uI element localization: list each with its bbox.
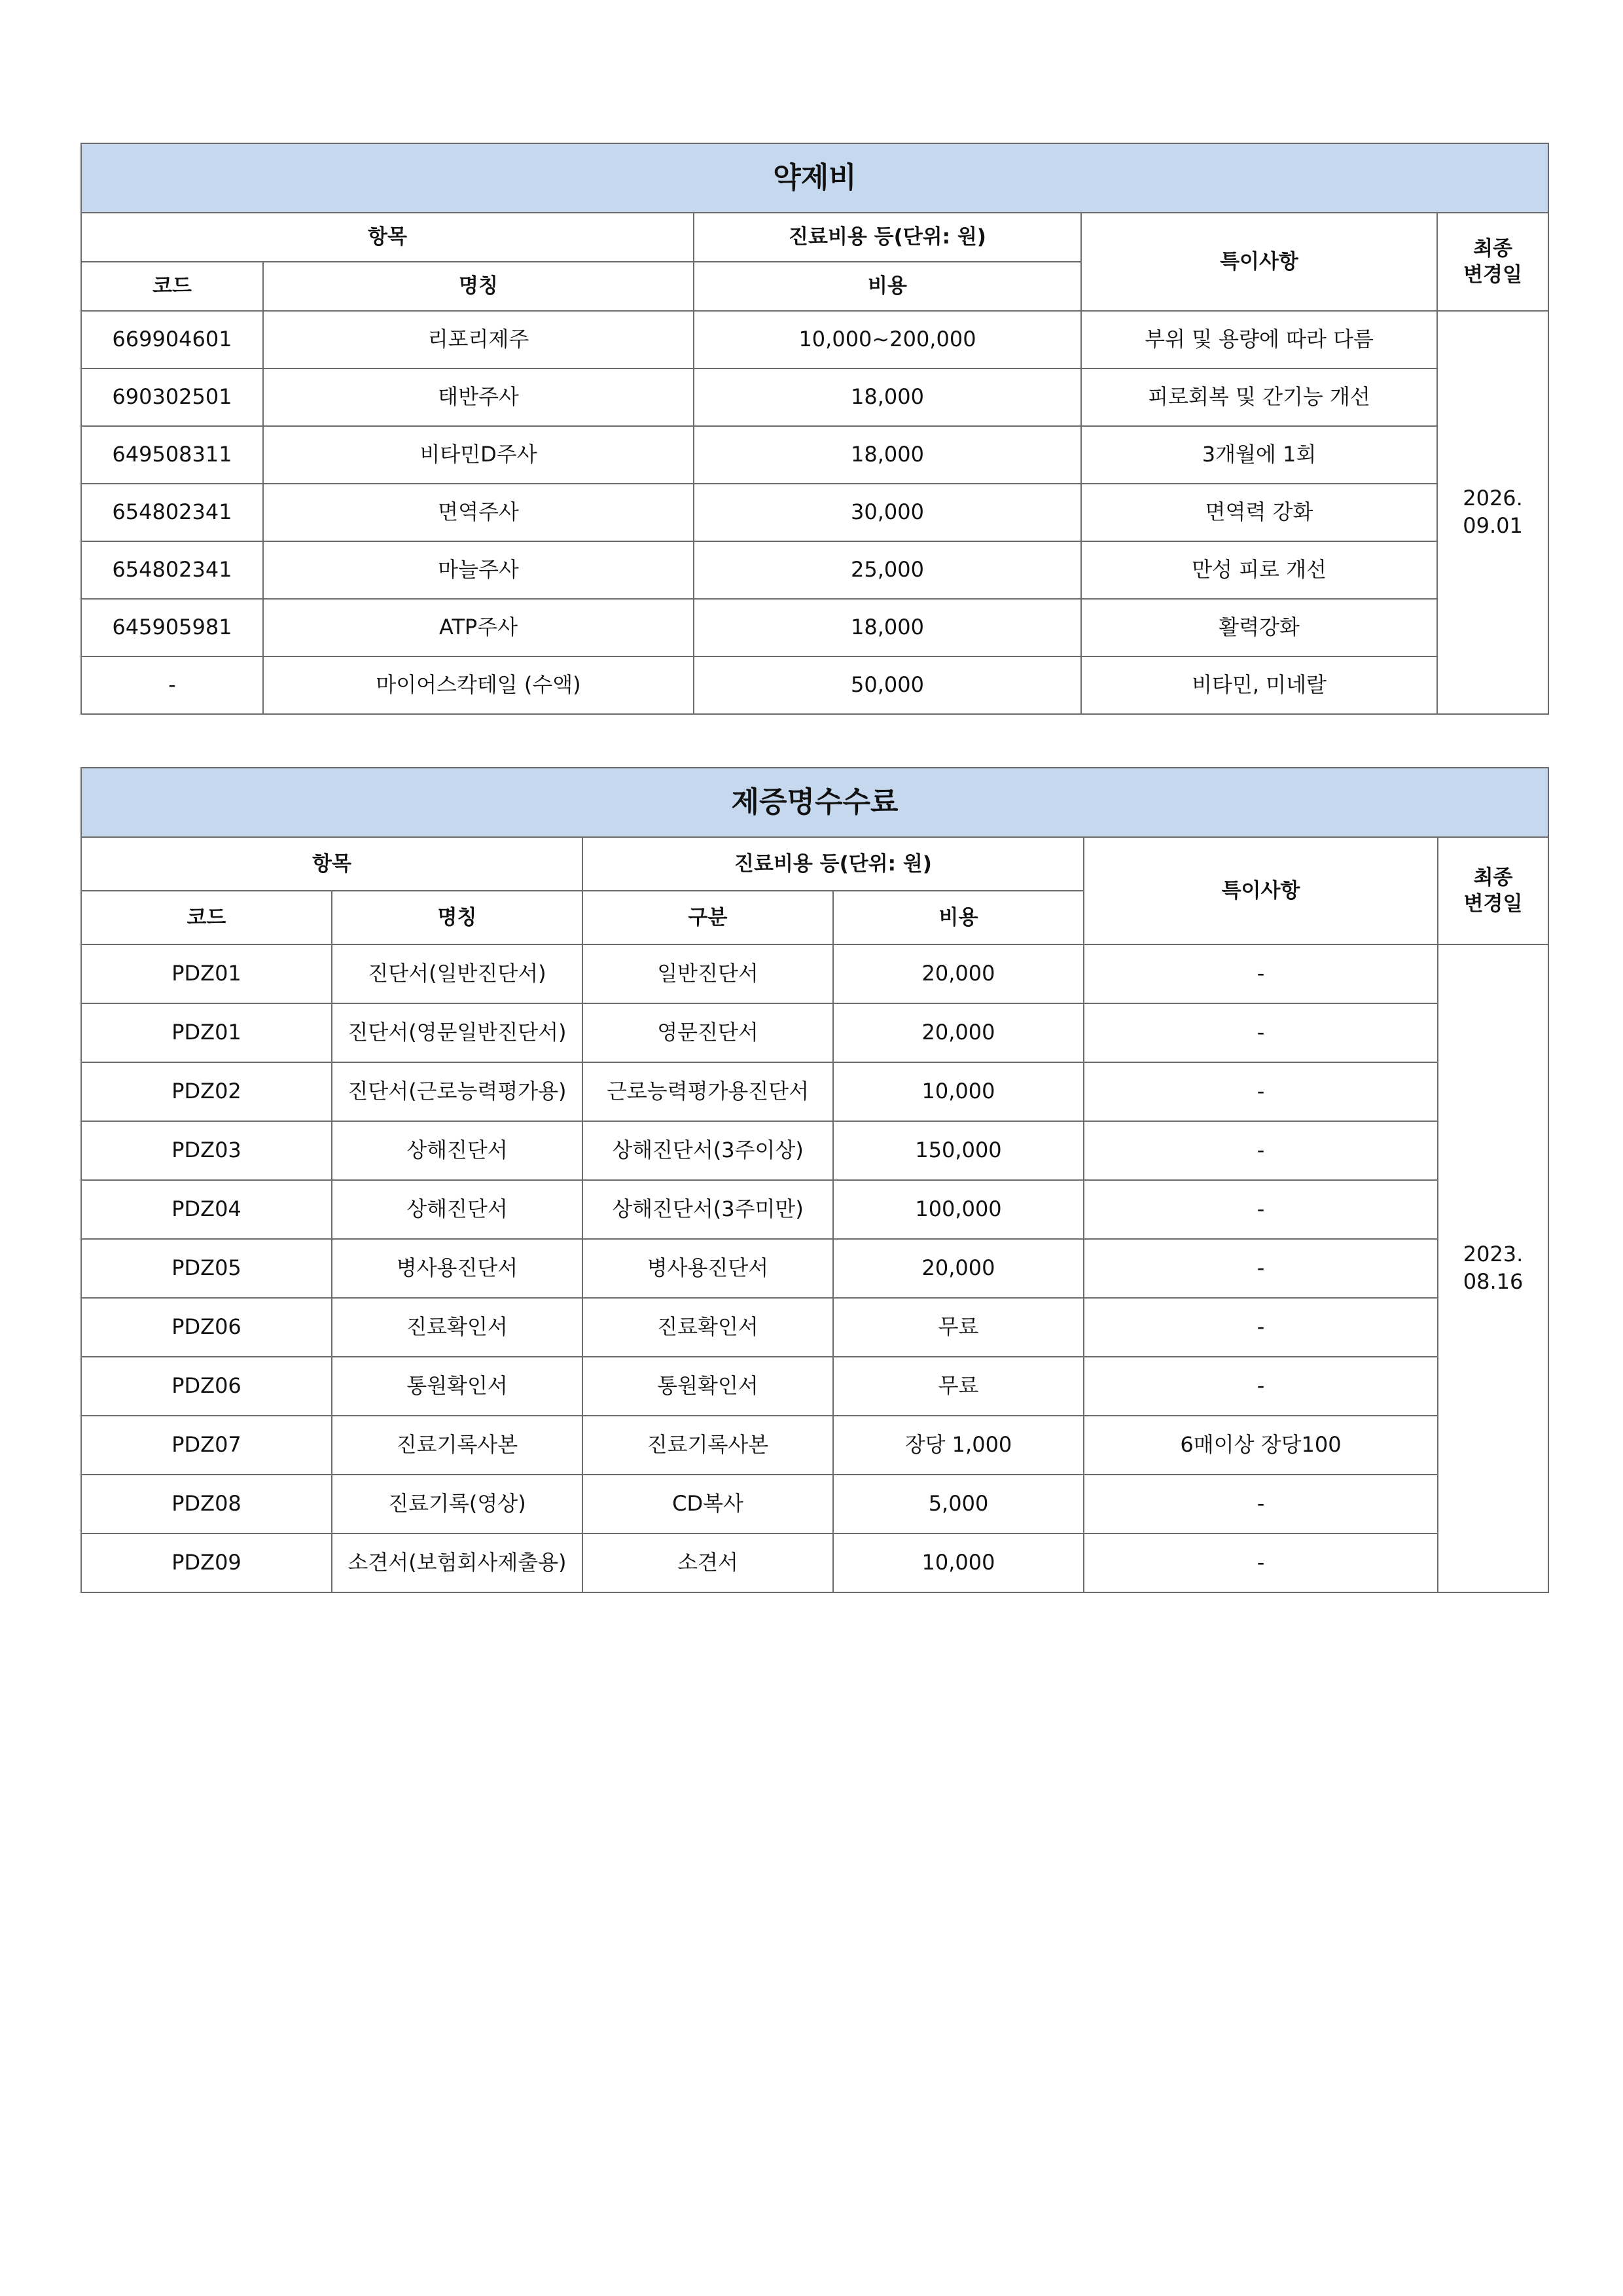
cell-cost: 무료	[833, 1357, 1084, 1416]
table-row	[81, 1062, 1548, 1121]
cell-cost: 10,000	[833, 1062, 1084, 1121]
header-item: 항목	[81, 213, 694, 262]
cell-note: 피로회복 및 간기능 개선	[1081, 368, 1437, 426]
table-row	[81, 1121, 1548, 1180]
table-row	[81, 1416, 1548, 1475]
cell-cost: 150,000	[833, 1121, 1084, 1180]
header-code: 코드	[81, 262, 263, 311]
header-last-changed-line2: 변경일	[1463, 263, 1522, 287]
header-item: 항목	[81, 837, 582, 891]
cell-name: 진단서(근로능력평가용)	[332, 1062, 582, 1121]
header-notes: 특이사항	[1084, 837, 1438, 944]
cell-code: PDZ06	[81, 1357, 332, 1416]
cell-note: 3개월에 1회	[1081, 426, 1437, 484]
cell-code: 649508311	[81, 426, 263, 484]
cell-cost: 100,000	[833, 1180, 1084, 1239]
cell-category: 진료기록사본	[582, 1416, 833, 1475]
cell-code: PDZ06	[81, 1298, 332, 1357]
header-cost: 비용	[833, 891, 1084, 944]
cell-cost: 18,000	[694, 368, 1081, 426]
table-row	[81, 1003, 1548, 1062]
cell-note: -	[1084, 1534, 1438, 1592]
cell-code: PDZ01	[81, 1003, 332, 1062]
cell-cost: 20,000	[833, 1003, 1084, 1062]
cell-name: 리포리제주	[263, 311, 694, 368]
cell-name: ATP주사	[263, 599, 694, 656]
cell-cost: 10,000	[833, 1534, 1084, 1592]
table-row	[81, 1180, 1548, 1239]
cell-note: -	[1084, 944, 1438, 1003]
cell-cost: 10,000~200,000	[694, 311, 1081, 368]
last-changed-date	[1438, 944, 1548, 1592]
cell-category: 상해진단서(3주미만)	[582, 1180, 833, 1239]
cell-note: -	[1084, 1003, 1438, 1062]
table-title: 약제비	[81, 143, 1548, 213]
cell-cost: 20,000	[833, 1239, 1084, 1298]
certificate-fee-table	[80, 767, 1549, 1593]
cell-name: 진료기록(영상)	[332, 1475, 582, 1534]
cell-category: 소견서	[582, 1534, 833, 1592]
cell-code: 669904601	[81, 311, 263, 368]
date-line2: 08.16	[1463, 1269, 1524, 1294]
cell-note: -	[1084, 1180, 1438, 1239]
table-row	[81, 311, 1548, 368]
cell-note: -	[1084, 1239, 1438, 1298]
table-title: 제증명수수료	[81, 768, 1548, 837]
cell-name: 진료확인서	[332, 1298, 582, 1357]
cell-cost: 20,000	[833, 944, 1084, 1003]
header-notes: 특이사항	[1081, 213, 1437, 311]
table-row	[81, 1298, 1548, 1357]
cell-note: 부위 및 용량에 따라 다름	[1081, 311, 1437, 368]
cell-note: -	[1084, 1121, 1438, 1180]
header-code: 코드	[81, 891, 332, 944]
cell-name: 진료기록사본	[332, 1416, 582, 1475]
cell-cost: 50,000	[694, 656, 1081, 714]
cell-code: PDZ09	[81, 1534, 332, 1592]
date-line1: 2023.	[1463, 1242, 1524, 1267]
cell-note: -	[1084, 1357, 1438, 1416]
header-category: 구분	[582, 891, 833, 944]
cell-name: 마이어스칵테일 (수액)	[263, 656, 694, 714]
table-row	[81, 1357, 1548, 1416]
cell-category: 상해진단서(3주이상)	[582, 1121, 833, 1180]
cell-code: PDZ07	[81, 1416, 332, 1475]
cell-note: -	[1084, 1475, 1438, 1534]
cell-code: 654802341	[81, 541, 263, 599]
cell-code: 690302501	[81, 368, 263, 426]
cell-code: PDZ04	[81, 1180, 332, 1239]
cell-code: -	[81, 656, 263, 714]
cell-code: PDZ03	[81, 1121, 332, 1180]
cell-name: 비타민D주사	[263, 426, 694, 484]
cell-category: CD복사	[582, 1475, 833, 1534]
cell-code: PDZ01	[81, 944, 332, 1003]
cell-name: 태반주사	[263, 368, 694, 426]
header-cost-group: 진료비용 등(단위: 원)	[582, 837, 1084, 891]
cell-name: 진단서(일반진단서)	[332, 944, 582, 1003]
header-cost: 비용	[694, 262, 1081, 311]
table-row	[81, 1475, 1548, 1534]
cell-note: 면역력 강화	[1081, 484, 1437, 541]
table-row	[81, 1239, 1548, 1298]
cell-category: 영문진단서	[582, 1003, 833, 1062]
table-row	[81, 541, 1548, 599]
cell-name: 마늘주사	[263, 541, 694, 599]
header-name: 명칭	[332, 891, 582, 944]
cell-category: 근로능력평가용진단서	[582, 1062, 833, 1121]
header-last-changed-line2: 변경일	[1463, 892, 1523, 916]
medication-fee-table	[80, 143, 1549, 715]
cell-name: 상해진단서	[332, 1121, 582, 1180]
cell-cost: 장당 1,000	[833, 1416, 1084, 1475]
cell-cost: 5,000	[833, 1475, 1084, 1534]
cell-note: -	[1084, 1062, 1438, 1121]
table-row	[81, 944, 1548, 1003]
cell-note: 비타민, 미네랄	[1081, 656, 1437, 714]
table-row	[81, 368, 1548, 426]
cell-name: 상해진단서	[332, 1180, 582, 1239]
cell-note: 만성 피로 개선	[1081, 541, 1437, 599]
cell-name: 소견서(보험회사제출용)	[332, 1534, 582, 1592]
table-row	[81, 1534, 1548, 1592]
cell-note: -	[1084, 1298, 1438, 1357]
table-row	[81, 484, 1548, 541]
header-last-changed	[1438, 837, 1548, 944]
cell-code: PDZ05	[81, 1239, 332, 1298]
header-cost-group: 진료비용 등(단위: 원)	[694, 213, 1081, 262]
cell-code: PDZ02	[81, 1062, 332, 1121]
cell-note: 6매이상 장당100	[1084, 1416, 1438, 1475]
cell-name: 병사용진단서	[332, 1239, 582, 1298]
header-last-changed-line1: 최종	[1473, 865, 1513, 889]
header-last-changed	[1437, 213, 1548, 311]
cell-code: PDZ08	[81, 1475, 332, 1534]
cell-code: 645905981	[81, 599, 263, 656]
cell-cost: 30,000	[694, 484, 1081, 541]
cell-note: 활력강화	[1081, 599, 1437, 656]
date-line1: 2026.	[1463, 486, 1523, 511]
header-name: 명칭	[263, 262, 694, 311]
cell-cost: 무료	[833, 1298, 1084, 1357]
cell-category: 통원확인서	[582, 1357, 833, 1416]
cell-name: 진단서(영문일반진단서)	[332, 1003, 582, 1062]
cell-cost: 18,000	[694, 599, 1081, 656]
table-row	[81, 599, 1548, 656]
table-row	[81, 426, 1548, 484]
cell-name: 통원확인서	[332, 1357, 582, 1416]
cell-category: 일반진단서	[582, 944, 833, 1003]
cell-name: 면역주사	[263, 484, 694, 541]
header-last-changed-line1: 최종	[1473, 236, 1512, 260]
cell-cost: 25,000	[694, 541, 1081, 599]
date-line2: 09.01	[1463, 513, 1523, 538]
cell-cost: 18,000	[694, 426, 1081, 484]
cell-category: 병사용진단서	[582, 1239, 833, 1298]
table-row	[81, 656, 1548, 714]
cell-code: 654802341	[81, 484, 263, 541]
last-changed-date	[1437, 311, 1548, 714]
cell-category: 진료확인서	[582, 1298, 833, 1357]
